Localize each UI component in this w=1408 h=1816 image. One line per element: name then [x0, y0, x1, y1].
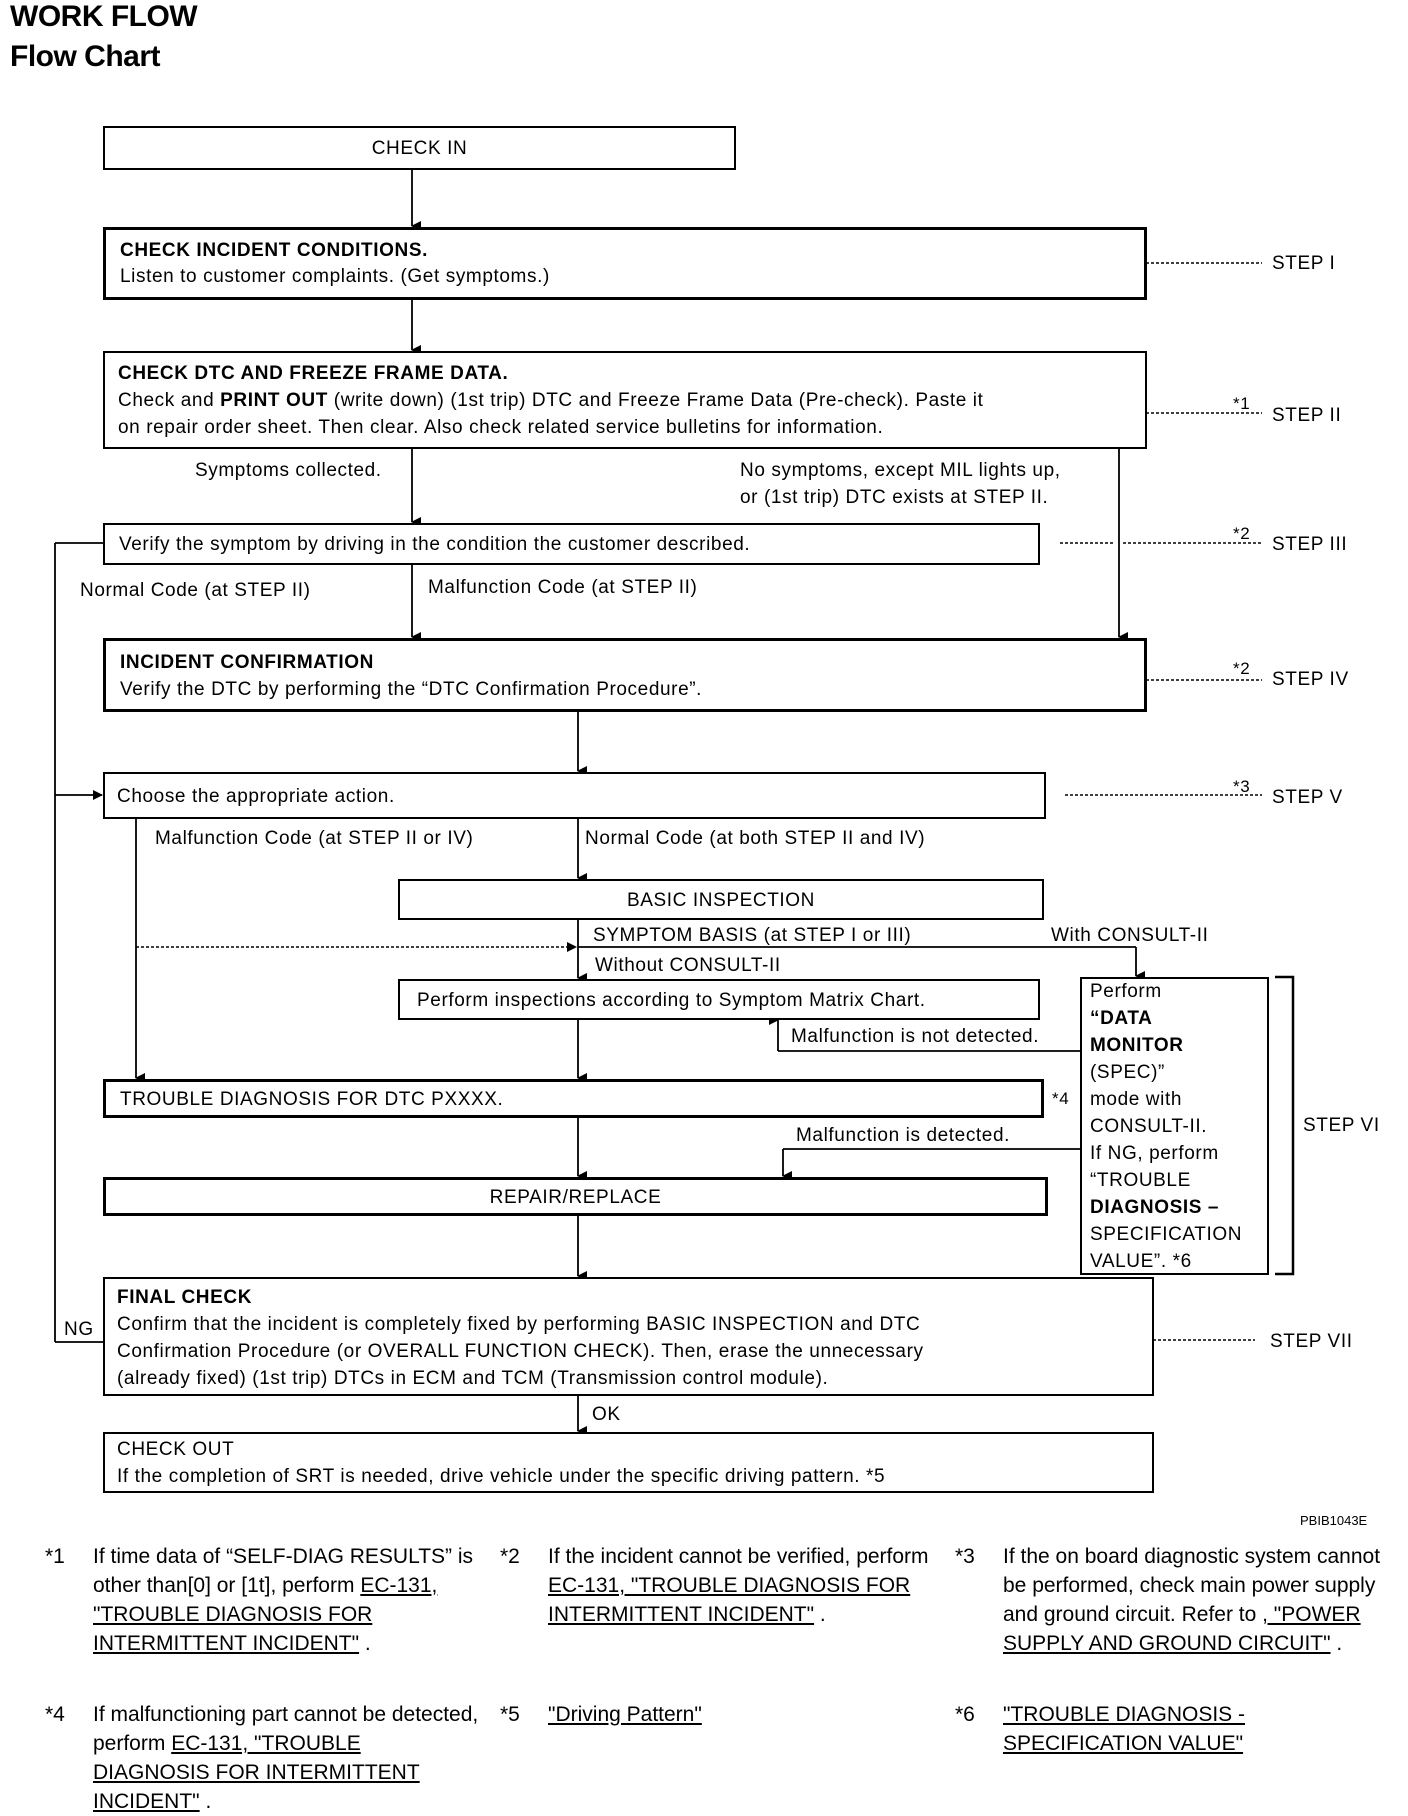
- page-title: WORK FLOW: [10, 0, 198, 33]
- step-4-label: STEP IV: [1272, 669, 1349, 690]
- consult-line: VALUE”. *6: [1090, 1251, 1192, 1272]
- basic-inspection-box: [398, 879, 1044, 920]
- label-normal-code-both: Normal Code (at both STEP II and IV): [585, 828, 926, 849]
- label-malfunction-code-step2-4: Malfunction Code (at STEP II or IV): [155, 828, 474, 849]
- consult-line: “DATA: [1090, 1008, 1153, 1029]
- check-incident-box: [103, 227, 1147, 300]
- footnote-6-num: *6: [955, 1703, 975, 1726]
- label-symptoms-collected: Symptoms collected.: [195, 460, 382, 481]
- step-3-label: STEP III: [1272, 534, 1348, 555]
- consult-line: Perform: [1090, 981, 1162, 1002]
- final-check-line2: Confirmation Procedure (or OVERALL FUNCTION CHECK). Then, erase the unnecessary: [117, 1341, 924, 1362]
- footnote-6-link[interactable]: "TROUBLE DIAGNOSIS - SPECIFICATION VALUE": [1003, 1703, 1245, 1755]
- step-2-label: STEP II: [1272, 405, 1342, 426]
- label-no-symptoms-2: or (1st trip) DTC exists at STEP II.: [740, 487, 1049, 508]
- label-with-consult: With CONSULT-II: [1051, 925, 1209, 946]
- check-out-box: [103, 1432, 1154, 1493]
- footnote-3-num: *3: [955, 1545, 975, 1568]
- label-normal-code-step2: Normal Code (at STEP II): [80, 580, 311, 601]
- footnote-1-text: If time data of “SELF-DIAG RESULTS” is other than[0] or [1t], perform: [93, 1545, 474, 1597]
- check-dtc-line1-pre: Check and: [118, 390, 221, 411]
- label-malfunction-code-step2: Malfunction Code (at STEP II): [428, 577, 698, 598]
- consult-line: If NG, perform: [1090, 1143, 1219, 1164]
- consult-line: (SPEC)”: [1090, 1062, 1165, 1083]
- check-out-title: CHECK OUT: [117, 1439, 235, 1460]
- verify-symptom-box: [103, 523, 1040, 565]
- consult-line: SPECIFICATION: [1090, 1224, 1243, 1245]
- footnote-1-link[interactable]: EC-131, "TROUBLE DIAGNOSIS FOR INTERMITTENT INCIDENT": [93, 1574, 438, 1655]
- footnote-2-link[interactable]: EC-131, "TROUBLE DIAGNOSIS FOR INTERMITTENT INCIDENT": [548, 1574, 911, 1626]
- footnote-4-num: *4: [45, 1703, 65, 1726]
- incident-confirmation-text: Verify the DTC by performing the “DTC Confirmation Procedure”.: [120, 679, 703, 700]
- footnote-5-link[interactable]: "Driving Pattern": [548, 1703, 702, 1726]
- step-5-ref: *3: [1233, 777, 1251, 796]
- perform-inspections-text: Perform inspections according to Symptom Matrix Chart.: [417, 990, 926, 1011]
- label-ok: OK: [592, 1404, 621, 1425]
- perform-inspections-box: [398, 979, 1040, 1020]
- footnote-2-num: *2: [500, 1545, 520, 1568]
- trouble-diagnosis-text: TROUBLE DIAGNOSIS FOR DTC PXXXX.: [120, 1089, 504, 1110]
- verify-symptom-text: Verify the symptom by driving in the condition the customer described.: [119, 534, 751, 555]
- consult-line: CONSULT-II.: [1090, 1116, 1208, 1137]
- footnote-3-text: If the on board diagnostic system cannot be performed, check main power supply and ground circuit. Refer to: [1003, 1545, 1381, 1626]
- check-dtc-print-out: PRINT OUT: [220, 390, 328, 411]
- step-6-label: STEP VI: [1303, 1115, 1380, 1136]
- check-dtc-line2: on repair order sheet. Then clear. Also check related service bulletins for information.: [118, 417, 884, 438]
- consult-line: “TROUBLE: [1090, 1170, 1191, 1191]
- label-not-detected: Malfunction is not detected.: [791, 1026, 1040, 1047]
- check-incident-text: Listen to customer complaints. (Get symptoms.): [120, 266, 550, 287]
- footnote-4-after: .: [199, 1790, 212, 1813]
- footnote-3-link[interactable]: , "POWER SUPPLY AND GROUND CIRCUIT": [1003, 1603, 1361, 1655]
- footnote-5-num: *5: [500, 1703, 520, 1726]
- footnote-4-link[interactable]: EC-131, "TROUBLE DIAGNOSIS FOR INTERMITTENT INCIDENT": [93, 1732, 420, 1813]
- step-2-ref: *1: [1233, 394, 1251, 413]
- footnote-2-text: If the incident cannot be verified, perform: [548, 1545, 929, 1568]
- consult-line: mode with: [1090, 1089, 1182, 1110]
- check-incident-title: CHECK INCIDENT CONDITIONS.: [120, 240, 428, 261]
- final-check-line1: Confirm that the incident is completely fixed by performing BASIC INSPECTION and DTC: [117, 1314, 921, 1335]
- choose-action-text: Choose the appropriate action.: [117, 786, 395, 807]
- incident-confirmation-box: [103, 638, 1147, 712]
- consult-line: MONITOR: [1090, 1035, 1184, 1056]
- consult-data-monitor-box: [1080, 977, 1269, 1275]
- incident-confirmation-title: INCIDENT CONFIRMATION: [120, 652, 374, 673]
- footnote-1-num: *1: [45, 1545, 65, 1568]
- footnote-3-after: .: [1330, 1632, 1343, 1655]
- label-ng: NG: [64, 1319, 94, 1340]
- step-5-label: STEP V: [1272, 787, 1343, 808]
- check-dtc-line1: [118, 387, 984, 414]
- basic-inspection-label: BASIC INSPECTION: [626, 890, 816, 911]
- label-without-consult: Without CONSULT-II: [595, 955, 781, 976]
- repair-replace-label: REPAIR/REPLACE: [489, 1187, 662, 1208]
- final-check-line3: (already fixed) (1st trip) DTCs in ECM and TCM (Transmission control module).: [117, 1368, 829, 1389]
- check-dtc-line1-post: (write down) (1st trip) DTC and Freeze Frame Data (Pre-check). Paste it: [327, 390, 984, 411]
- final-check-title: FINAL CHECK: [117, 1287, 253, 1308]
- check-dtc-box: [103, 351, 1147, 449]
- trouble-diagnosis-box: [103, 1079, 1044, 1118]
- label-detected: Malfunction is detected.: [796, 1125, 1011, 1146]
- page-subtitle: Flow Chart: [10, 40, 160, 73]
- final-check-box: [103, 1277, 1154, 1396]
- check-out-text: If the completion of SRT is needed, drive vehicle under the specific driving pattern. *5: [117, 1466, 886, 1487]
- choose-action-box: [103, 772, 1046, 819]
- footnote-1-after: .: [359, 1632, 371, 1655]
- label-symptom-basis: SYMPTOM BASIS (at STEP I or III): [593, 925, 912, 946]
- check-dtc-title: CHECK DTC AND FREEZE FRAME DATA.: [118, 363, 509, 384]
- repair-replace-box: [103, 1177, 1048, 1216]
- step-4-ref: *2: [1233, 659, 1251, 678]
- ref-4-marker: *4: [1052, 1089, 1070, 1108]
- footnote-2-after: .: [814, 1603, 826, 1626]
- footnote-4-text: If malfunctioning part cannot be detected, perform: [93, 1703, 479, 1755]
- check-in-label: CHECK IN: [371, 138, 468, 159]
- step-1-label: STEP I: [1272, 253, 1336, 274]
- figure-id: PBIB1043E: [1300, 1513, 1368, 1528]
- step-3-ref: *2: [1233, 524, 1251, 543]
- check-in-box: [103, 126, 736, 170]
- consult-line: DIAGNOSIS –: [1090, 1197, 1220, 1218]
- label-no-symptoms-1: No symptoms, except MIL lights up,: [740, 460, 1061, 481]
- step-7-label: STEP VII: [1270, 1331, 1353, 1352]
